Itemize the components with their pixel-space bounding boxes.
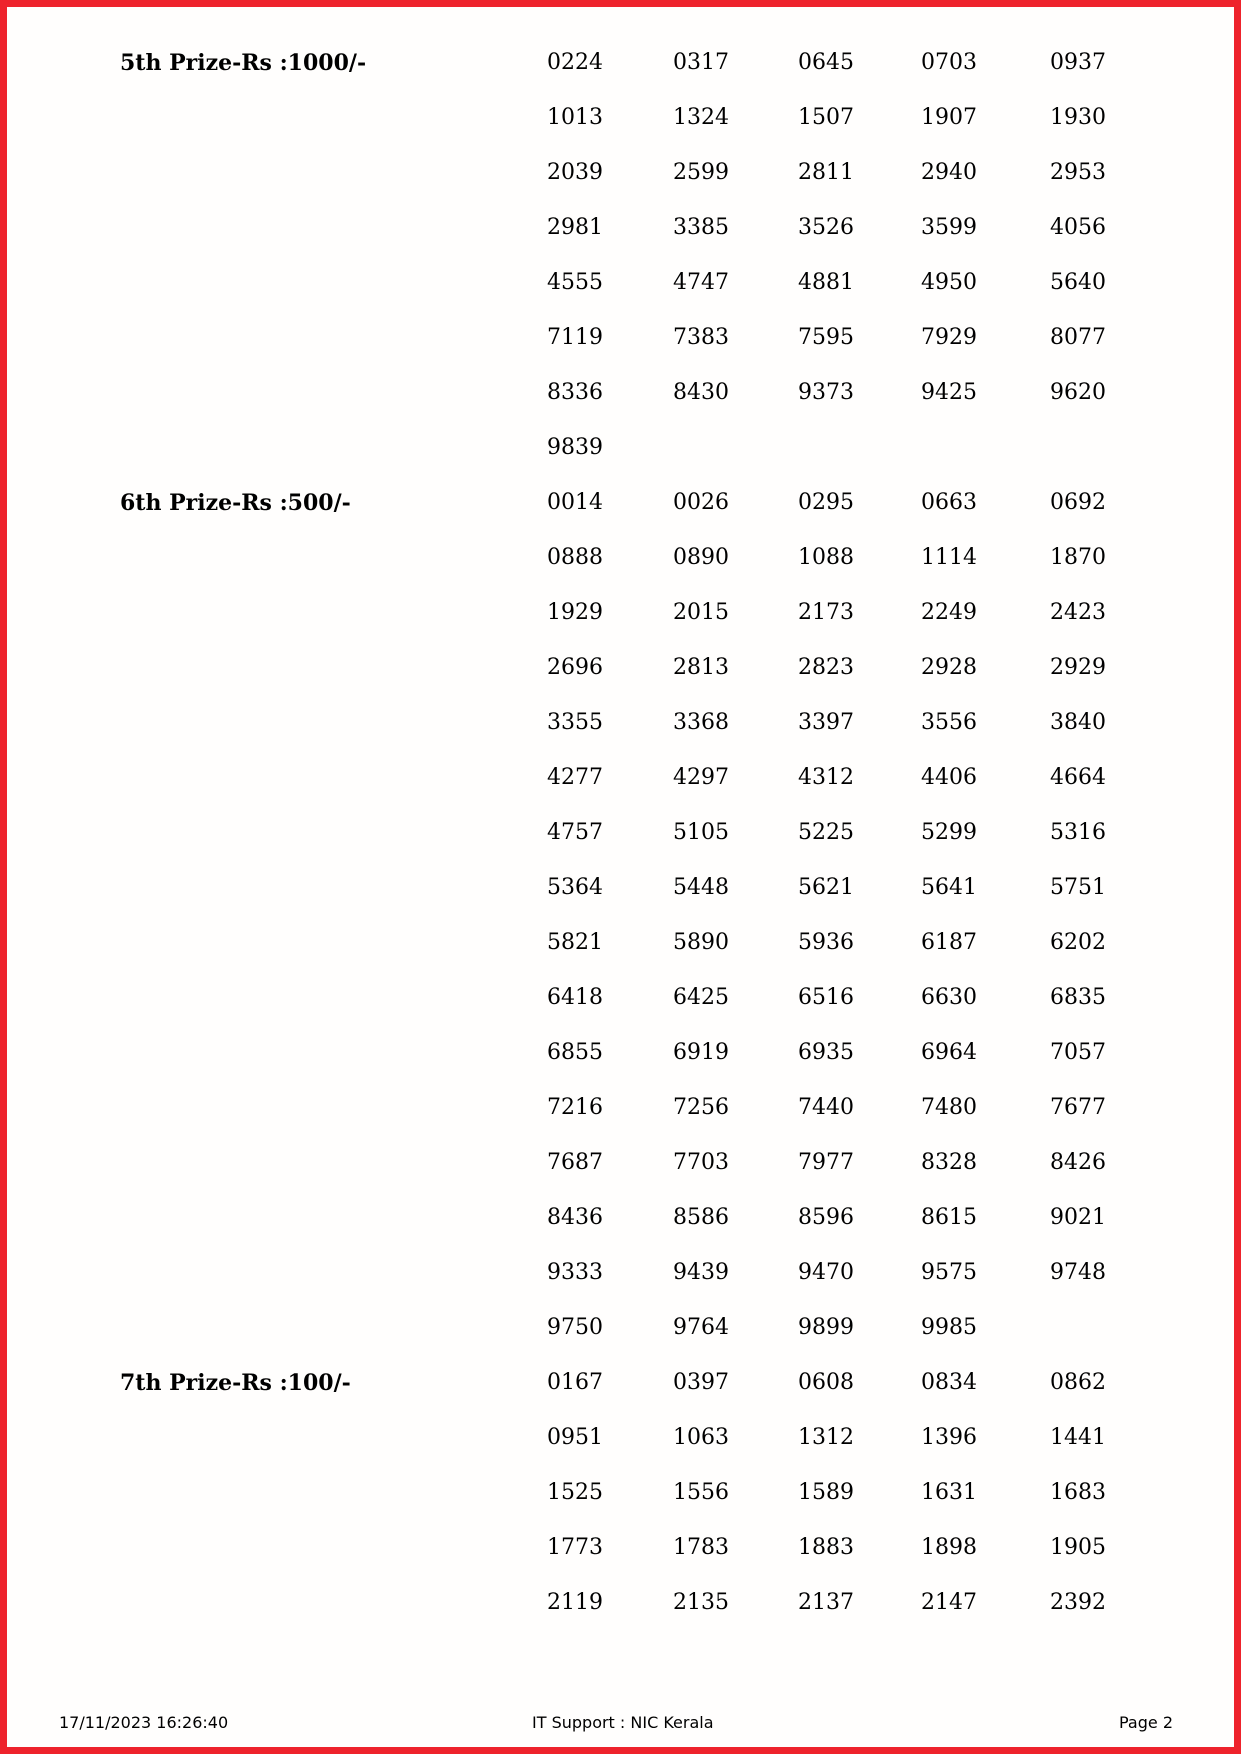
winning-number: 0890 (673, 545, 729, 570)
winning-number: 1088 (798, 545, 854, 570)
winning-number: 2119 (547, 1590, 603, 1615)
winning-number: 7977 (798, 1150, 854, 1175)
winning-number: 9750 (547, 1315, 603, 1340)
winning-number: 7677 (1050, 1095, 1106, 1120)
winning-number: 6835 (1050, 985, 1106, 1010)
winning-number: 0317 (673, 50, 729, 75)
winning-number: 2823 (798, 655, 854, 680)
winning-number: 8077 (1050, 325, 1106, 350)
winning-number: 3385 (673, 215, 729, 240)
winning-number: 0167 (547, 1370, 603, 1395)
winning-number: 2696 (547, 655, 603, 680)
winning-number: 2981 (547, 215, 603, 240)
winning-number: 7440 (798, 1095, 854, 1120)
winning-number: 5448 (673, 875, 729, 900)
winning-number: 5105 (673, 820, 729, 845)
winning-number: 0014 (547, 490, 603, 515)
winning-number: 3599 (921, 215, 977, 240)
winning-number: 9425 (921, 380, 977, 405)
winning-number: 9575 (921, 1260, 977, 1285)
winning-number: 9021 (1050, 1205, 1106, 1230)
winning-number: 9620 (1050, 380, 1106, 405)
winning-number: 9764 (673, 1315, 729, 1340)
winning-number: 1556 (673, 1480, 729, 1505)
footer-page-number: Page 2 (1119, 1713, 1173, 1732)
winning-number: 4297 (673, 765, 729, 790)
winning-number: 2249 (921, 600, 977, 625)
winning-number: 1905 (1050, 1535, 1106, 1560)
winning-number: 3355 (547, 710, 603, 735)
winning-number: 8615 (921, 1205, 977, 1230)
winning-number: 0692 (1050, 490, 1106, 515)
winning-number: 1883 (798, 1535, 854, 1560)
winning-number: 1114 (921, 545, 977, 570)
winning-number: 9748 (1050, 1260, 1106, 1285)
winning-number: 4747 (673, 270, 729, 295)
winning-number: 9373 (798, 380, 854, 405)
winning-number: 8586 (673, 1205, 729, 1230)
winning-number: 5316 (1050, 820, 1106, 845)
winning-number: 1631 (921, 1480, 977, 1505)
winning-number: 8436 (547, 1205, 603, 1230)
footer-timestamp: 17/11/2023 16:26:40 (59, 1713, 229, 1732)
winning-number: 0645 (798, 50, 854, 75)
winning-number: 2039 (547, 160, 603, 185)
winning-number: 2953 (1050, 160, 1106, 185)
winning-number: 4664 (1050, 765, 1106, 790)
winning-number: 2135 (673, 1590, 729, 1615)
winning-number: 6630 (921, 985, 977, 1010)
winning-number: 1870 (1050, 545, 1106, 570)
winning-number: 6202 (1050, 930, 1106, 955)
winning-number: 2423 (1050, 600, 1106, 625)
winning-number: 1589 (798, 1480, 854, 1505)
prize-label: 5th Prize-Rs :1000/- (120, 50, 367, 76)
winning-number: 0608 (798, 1370, 854, 1395)
winning-number: 7703 (673, 1150, 729, 1175)
winning-number: 1441 (1050, 1425, 1106, 1450)
winning-number: 9985 (921, 1315, 977, 1340)
winning-number: 6855 (547, 1040, 603, 1065)
winning-number: 9439 (673, 1260, 729, 1285)
winning-number: 0295 (798, 490, 854, 515)
winning-number: 3368 (673, 710, 729, 735)
winning-number: 4555 (547, 270, 603, 295)
winning-number: 8336 (547, 380, 603, 405)
winning-number: 3397 (798, 710, 854, 735)
winning-number: 2929 (1050, 655, 1106, 680)
winning-number: 0888 (547, 545, 603, 570)
winning-number: 6919 (673, 1040, 729, 1065)
winning-number: 6964 (921, 1040, 977, 1065)
winning-number: 4056 (1050, 215, 1106, 240)
winning-number: 4406 (921, 765, 977, 790)
winning-number: 7383 (673, 325, 729, 350)
winning-number: 7216 (547, 1095, 603, 1120)
winning-number: 7057 (1050, 1040, 1106, 1065)
winning-number: 5751 (1050, 875, 1106, 900)
winning-number: 2811 (798, 160, 854, 185)
winning-number: 1507 (798, 105, 854, 130)
winning-number: 1783 (673, 1535, 729, 1560)
winning-number: 7595 (798, 325, 854, 350)
winning-number: 7256 (673, 1095, 729, 1120)
winning-number: 2599 (673, 160, 729, 185)
winning-number: 7480 (921, 1095, 977, 1120)
winning-number: 6935 (798, 1040, 854, 1065)
winning-number: 2392 (1050, 1590, 1106, 1615)
winning-number: 2928 (921, 655, 977, 680)
winning-number: 7929 (921, 325, 977, 350)
winning-number: 1312 (798, 1425, 854, 1450)
winning-number: 1907 (921, 105, 977, 130)
winning-number: 2173 (798, 600, 854, 625)
winning-number: 0397 (673, 1370, 729, 1395)
winning-number: 1324 (673, 105, 729, 130)
winning-number: 6418 (547, 985, 603, 1010)
winning-number: 1683 (1050, 1480, 1106, 1505)
winning-number: 1525 (547, 1480, 603, 1505)
winning-number: 5936 (798, 930, 854, 955)
winning-number: 5621 (798, 875, 854, 900)
winning-number: 6425 (673, 985, 729, 1010)
winning-number: 5364 (547, 875, 603, 900)
winning-number: 9899 (798, 1315, 854, 1340)
winning-number: 2940 (921, 160, 977, 185)
winning-number: 1396 (921, 1425, 977, 1450)
winning-number: 5890 (673, 930, 729, 955)
winning-number: 1013 (547, 105, 603, 130)
winning-number: 9470 (798, 1260, 854, 1285)
winning-number: 8430 (673, 380, 729, 405)
winning-number: 3526 (798, 215, 854, 240)
winning-number: 0834 (921, 1370, 977, 1395)
winning-number: 2813 (673, 655, 729, 680)
winning-number: 4757 (547, 820, 603, 845)
winning-number: 4277 (547, 765, 603, 790)
winning-number: 1773 (547, 1535, 603, 1560)
winning-number: 4312 (798, 765, 854, 790)
prize-label: 7th Prize-Rs :100/- (120, 1370, 351, 1396)
winning-number: 0026 (673, 490, 729, 515)
winning-number: 1063 (673, 1425, 729, 1450)
winning-number: 0951 (547, 1425, 603, 1450)
winning-number: 5641 (921, 875, 977, 900)
prize-label: 6th Prize-Rs :500/- (120, 490, 351, 516)
winning-number: 6516 (798, 985, 854, 1010)
winning-number: 8426 (1050, 1150, 1106, 1175)
winning-number: 0937 (1050, 50, 1106, 75)
winning-number: 6187 (921, 930, 977, 955)
winning-number: 2015 (673, 600, 729, 625)
winning-number: 8328 (921, 1150, 977, 1175)
winning-number: 0862 (1050, 1370, 1106, 1395)
winning-number: 7119 (547, 325, 603, 350)
winning-number: 8596 (798, 1205, 854, 1230)
winning-number: 0663 (921, 490, 977, 515)
winning-number: 9839 (547, 435, 603, 460)
winning-number: 5299 (921, 820, 977, 845)
winning-number: 1929 (547, 600, 603, 625)
winning-number: 4881 (798, 270, 854, 295)
winning-number: 0224 (547, 50, 603, 75)
winning-number: 5821 (547, 930, 603, 955)
winning-number: 4950 (921, 270, 977, 295)
winning-number: 1898 (921, 1535, 977, 1560)
winning-number: 2137 (798, 1590, 854, 1615)
footer-support: IT Support : NIC Kerala (532, 1713, 714, 1732)
winning-number: 3840 (1050, 710, 1106, 735)
winning-number: 5225 (798, 820, 854, 845)
winning-number: 0703 (921, 50, 977, 75)
winning-number: 1930 (1050, 105, 1106, 130)
winning-number: 7687 (547, 1150, 603, 1175)
winning-number: 3556 (921, 710, 977, 735)
winning-number: 2147 (921, 1590, 977, 1615)
winning-number: 9333 (547, 1260, 603, 1285)
winning-number: 5640 (1050, 270, 1106, 295)
